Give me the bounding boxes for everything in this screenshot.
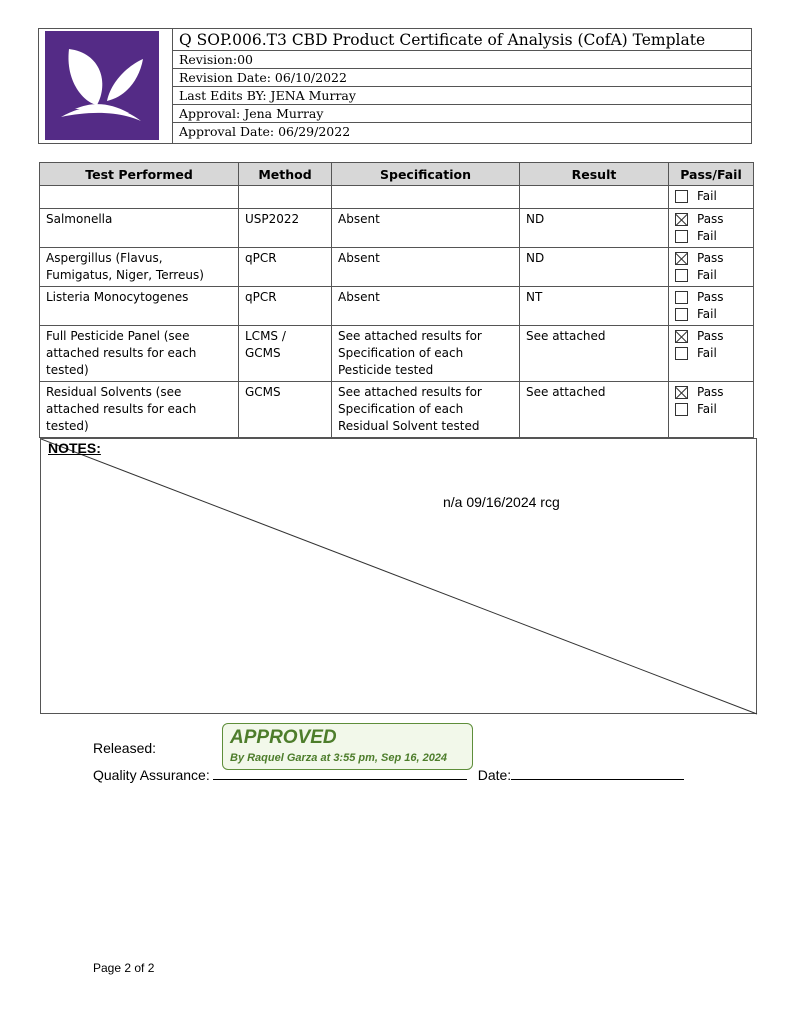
fail-checkbox[interactable] — [675, 403, 688, 416]
approval-date: Approval Date: 06/29/2022 — [179, 124, 351, 139]
table-row — [40, 287, 754, 326]
document-title: Q SOP.006.T3 CBD Product Certificate of Analysis (CofA) Template — [173, 29, 751, 51]
page-number: Page 2 of 2 — [93, 961, 155, 975]
fail-label: Fail — [697, 268, 717, 282]
method-cell: GCMS — [239, 382, 332, 438]
pass-fail-cell — [669, 287, 754, 326]
pass-checkbox[interactable] — [675, 291, 688, 304]
test-cell: Full Pesticide Panel (see attached results for each tested) — [40, 326, 239, 382]
fail-option[interactable] — [675, 188, 747, 205]
fail-checkbox[interactable] — [675, 230, 688, 243]
document-header — [38, 28, 752, 144]
fail-option[interactable] — [675, 306, 747, 323]
fail-option[interactable] — [675, 267, 747, 284]
notes-strike-line — [41, 439, 758, 715]
pass-fail-cell — [669, 248, 754, 287]
table-row — [40, 326, 754, 382]
pass-checkbox[interactable] — [675, 213, 688, 226]
column-header: Result — [520, 163, 669, 186]
method-cell — [239, 186, 332, 209]
table-row — [40, 186, 754, 209]
test-cell: Salmonella — [40, 209, 239, 248]
logo-cell — [39, 29, 173, 143]
result-cell: See attached — [520, 326, 669, 382]
pass-option[interactable] — [675, 289, 747, 306]
specification-cell: Absent — [332, 248, 520, 287]
revision: Revision:00 — [173, 51, 751, 69]
result-cell: See attached — [520, 382, 669, 438]
pass-label: Pass — [697, 290, 724, 304]
fail-checkbox[interactable] — [675, 269, 688, 282]
table-row — [40, 248, 754, 287]
specification-cell: Absent — [332, 287, 520, 326]
fail-label: Fail — [697, 346, 717, 360]
notes-text: n/a 09/16/2024 rcg — [443, 494, 560, 510]
result-cell: ND — [520, 209, 669, 248]
fail-checkbox[interactable] — [675, 190, 688, 203]
pass-option[interactable] — [675, 384, 747, 401]
fail-option[interactable] — [675, 401, 747, 418]
pass-fail-cell — [669, 209, 754, 248]
method-cell: qPCR — [239, 287, 332, 326]
fail-option[interactable] — [675, 345, 747, 362]
pass-option[interactable] — [675, 250, 747, 267]
leaf-logo-icon — [45, 31, 159, 140]
specification-cell: See attached results for Specification of each Residual Solvent tested — [332, 382, 520, 438]
specification-cell — [332, 186, 520, 209]
result-cell: ND — [520, 248, 669, 287]
approval: Approval: Jena Murray — [173, 105, 751, 123]
method-cell: USP2022 — [239, 209, 332, 248]
pass-fail-cell — [669, 186, 754, 209]
result-cell — [520, 186, 669, 209]
specification-cell: Absent — [332, 209, 520, 248]
method-cell: qPCR — [239, 248, 332, 287]
table-header-row — [40, 163, 754, 186]
pass-checkbox[interactable] — [675, 252, 688, 265]
approved-stamp — [222, 723, 473, 770]
pass-option[interactable] — [675, 211, 747, 228]
pass-label: Pass — [697, 212, 724, 226]
fail-label: Fail — [697, 307, 717, 321]
released-label: Released: — [93, 740, 157, 756]
table-row — [40, 209, 754, 248]
test-cell — [40, 186, 239, 209]
pass-label: Pass — [697, 329, 724, 343]
fail-checkbox[interactable] — [675, 347, 688, 360]
stamp-by: By Raquel Garza at 3:55 pm, Sep 16, 2024 — [230, 752, 448, 764]
tests-table — [39, 162, 754, 438]
column-header: Specification — [332, 163, 520, 186]
column-header: Pass/Fail — [669, 163, 754, 186]
date-field[interactable] — [511, 765, 684, 780]
pass-fail-cell — [669, 326, 754, 382]
result-cell: NT — [520, 287, 669, 326]
stamp-title: APPROVED — [230, 727, 337, 748]
fail-option[interactable] — [675, 228, 747, 245]
header-lines — [173, 29, 751, 143]
notes-box — [40, 438, 757, 714]
pass-checkbox[interactable] — [675, 330, 688, 343]
test-cell: Residual Solvents (see attached results for each tested) — [40, 382, 239, 438]
column-header: Method — [239, 163, 332, 186]
pass-label: Pass — [697, 385, 724, 399]
qa-label: Quality Assurance: — [93, 767, 210, 783]
column-header: Test Performed — [40, 163, 239, 186]
fail-checkbox[interactable] — [675, 308, 688, 321]
test-cell: Aspergillus (Flavus, Fumigatus, Niger, Terreus) — [40, 248, 239, 287]
fail-label: Fail — [697, 229, 717, 243]
revision-date: Revision Date: 06/10/2022 — [173, 69, 751, 87]
test-cell: Listeria Monocytogenes — [40, 287, 239, 326]
date-label: Date: — [477, 767, 512, 783]
pass-checkbox[interactable] — [675, 386, 688, 399]
specification-cell: See attached results for Specification of each Pesticide tested — [332, 326, 520, 382]
notes-label: NOTES: — [48, 440, 101, 456]
fail-label: Fail — [697, 402, 717, 416]
last-edits: Last Edits BY: JENA Murray — [173, 87, 751, 105]
pass-label: Pass — [697, 251, 724, 265]
pass-fail-cell — [669, 382, 754, 438]
pass-option[interactable] — [675, 328, 747, 345]
fail-label: Fail — [697, 189, 717, 203]
table-row — [40, 382, 754, 438]
method-cell: LCMS / GCMS — [239, 326, 332, 382]
